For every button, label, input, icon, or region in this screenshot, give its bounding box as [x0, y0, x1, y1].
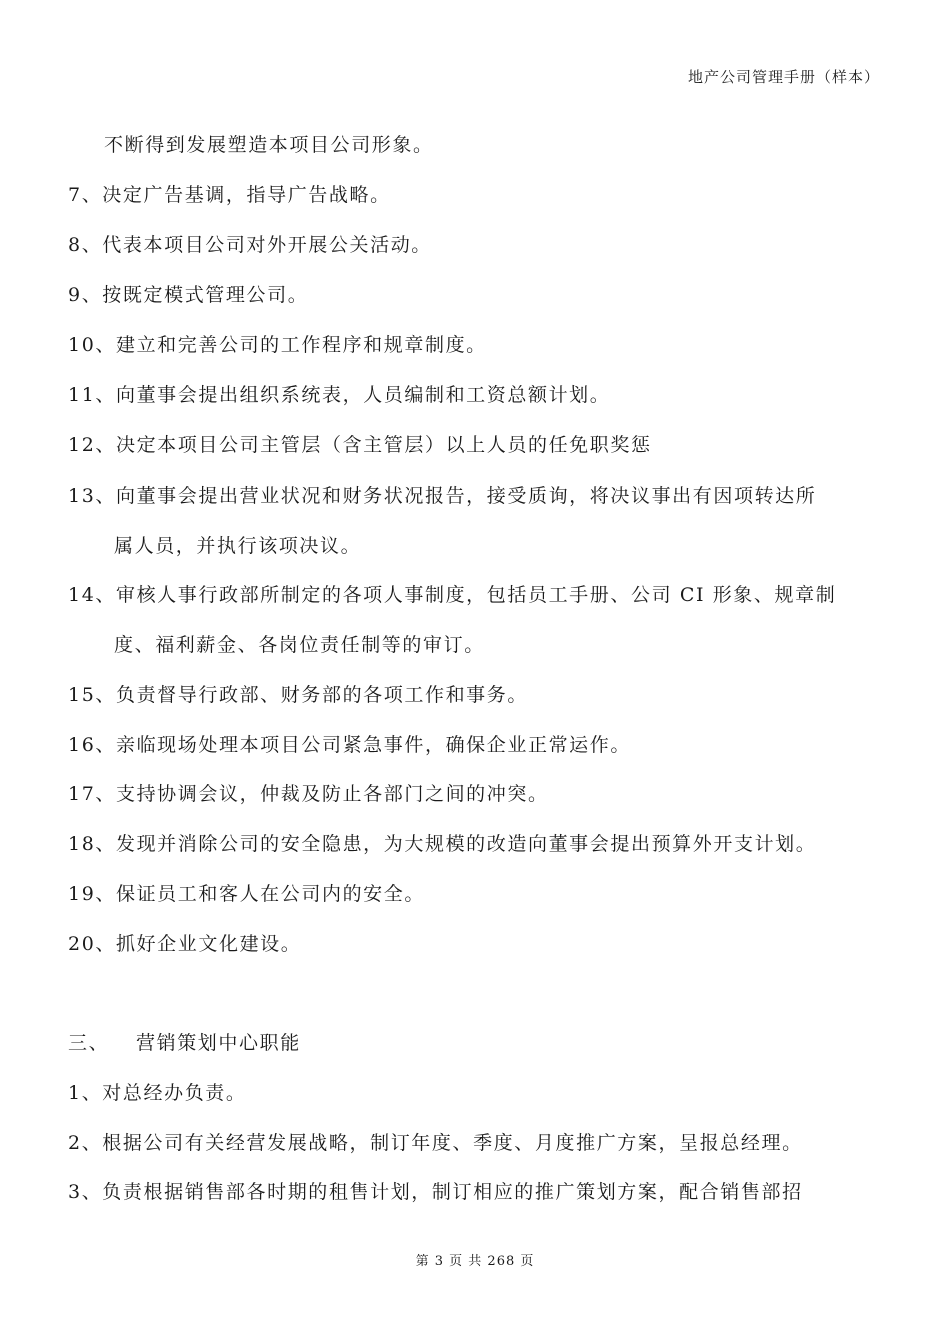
list-item: 不断得到发展塑造本项目公司形象。	[104, 134, 434, 156]
list-item: 10、建立和完善公司的工作程序和规章制度。	[68, 334, 487, 356]
section-number: 三、	[68, 1032, 110, 1054]
list-item: 20、抓好企业文化建设。	[68, 933, 302, 955]
list-item: 1、对总经办负责。	[68, 1082, 247, 1104]
page-header-title: 地产公司管理手册（样本）	[687, 68, 880, 86]
list-item: 16、亲临现场处理本项目公司紧急事件，确保企业正常运作。	[68, 734, 631, 756]
list-item: 9、按既定模式管理公司。	[68, 284, 309, 306]
list-item: 15、负责督导行政部、财务部的各项工作和事务。	[68, 684, 528, 706]
list-item: 19、保证员工和客人在公司内的安全。	[68, 883, 425, 905]
list-item: 8、代表本项目公司对外开展公关活动。	[68, 234, 432, 256]
section-heading: 营销策划中心职能	[136, 1032, 301, 1054]
list-item: 17、支持协调会议，仲裁及防止各部门之间的冲突。	[68, 783, 549, 805]
list-item: 14、审核人事行政部所制定的各项人事制度，包括员工手册、公司 CI 形象、规章制	[68, 584, 837, 606]
list-item: 2、根据公司有关经营发展战略，制订年度、季度、月度推广方案，呈报总经理。	[68, 1132, 803, 1154]
page-footer-number: 第 3 页 共 268 页	[415, 1254, 535, 1269]
list-item: 3、负责根据销售部各时期的租售计划，制订相应的推广策划方案，配合销售部招	[68, 1181, 803, 1203]
list-item-continuation: 属人员，并执行该项决议。	[114, 535, 362, 557]
list-item: 13、向董事会提出营业状况和财务状况报告，接受质询，将决议事出有因项转达所	[68, 485, 817, 507]
list-item-continuation: 度、福利薪金、各岗位责任制等的审订。	[114, 634, 485, 656]
list-item: 11、向董事会提出组织系统表，人员编制和工资总额计划。	[68, 384, 611, 406]
list-item: 18、发现并消除公司的安全隐患，为大规模的改造向董事会提出预算外开支计划。	[68, 833, 817, 855]
list-item: 7、决定广告基调，指导广告战略。	[68, 184, 391, 206]
list-item: 12、决定本项目公司主管层（含主管层）以上人员的任免职奖惩	[68, 434, 652, 456]
